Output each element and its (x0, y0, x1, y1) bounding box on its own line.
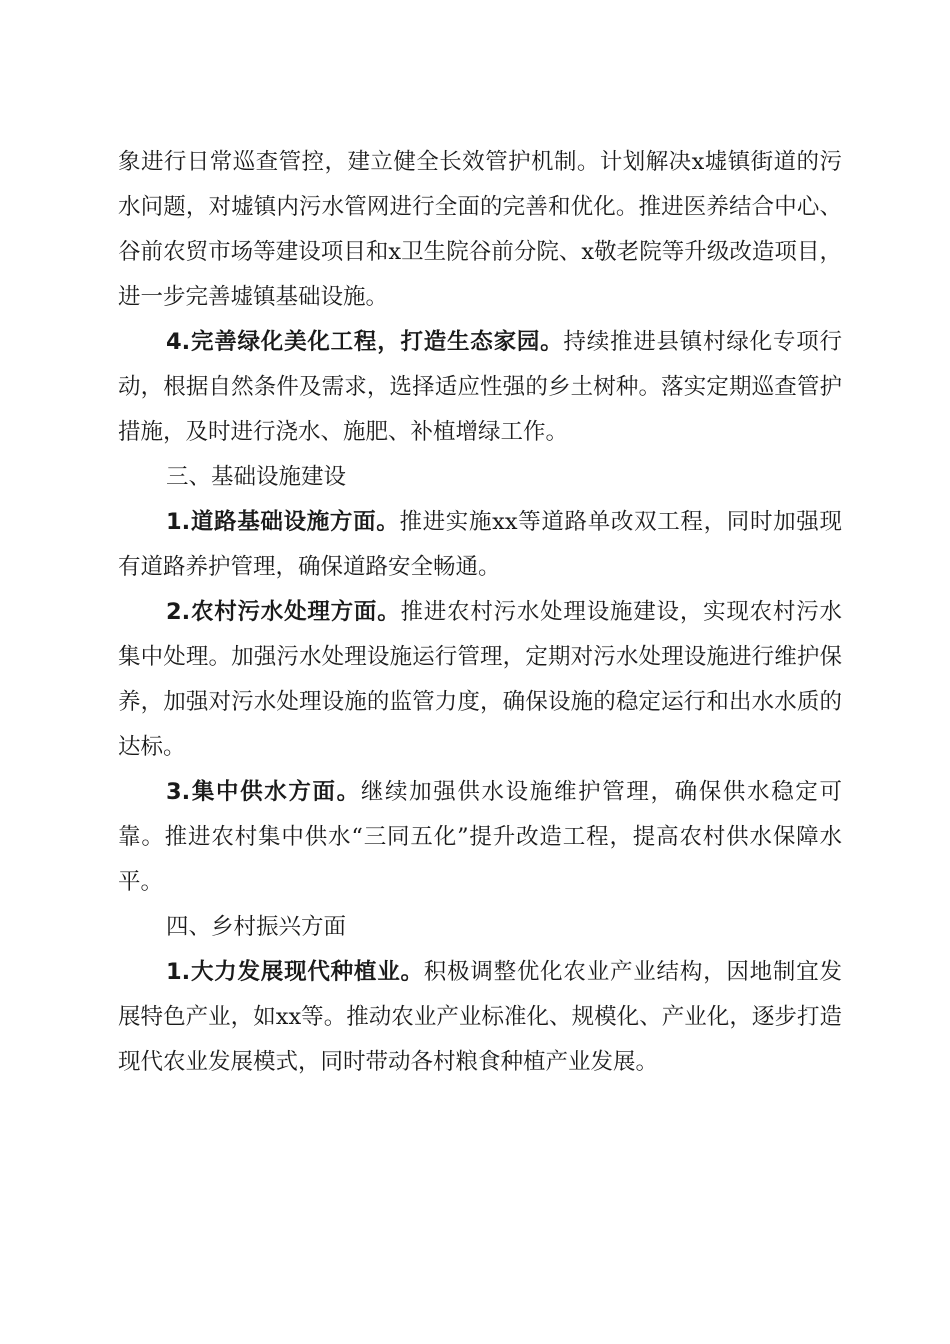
paragraph-greening (118, 320, 842, 455)
paragraph-lead: 1.大力发展现代种植业。 (166, 959, 424, 985)
paragraph-body: 积极调整优化农业产业结构，因地制宜发展特色产业，如xx等。推动农业产业标准化、规模化、产业化，逐步打造现代农业发展模式，同时带动各村粮食种植产业发展。 (118, 959, 842, 1075)
paragraph-sewage (118, 590, 842, 770)
paragraph-lead: 1.道路基础设施方面。 (166, 509, 400, 535)
section-heading-rural-revitalization: 四、乡村振兴方面 (166, 914, 347, 940)
paragraph-body: 持续推进县镇村绿化专项行动，根据自然条件及需求，选择适应性强的乡土树种。落实定期巡查管护措施，及时进行浇水、施肥、补植增绿工作。 (118, 329, 842, 445)
document-body (118, 140, 842, 1085)
paragraph-lead: 4.完善绿化美化工程，打造生态家园。 (166, 329, 564, 355)
paragraph-planting (118, 950, 842, 1085)
paragraph-water-supply (118, 770, 842, 905)
paragraph-body: 象进行日常巡查管控，建立健全长效管护机制。计划解决x墟镇街道的污水问题，对墟镇内污水管网进行全面的完善和优化。推进医养结合中心、谷前农贸市场等建设项目和x卫生院谷前分院、x敬老院等升级改造项目，进一步完善墟镇基础设施。 (118, 149, 842, 310)
paragraph-infrastructure-continued (118, 140, 842, 320)
paragraph-body: 继续加强供水设施维护管理，确保供水稳定可靠。推进农村集中供水“三同五化”提升改造工程，提高农村供水保障水平。 (118, 779, 842, 895)
paragraph-body: 推进实施xx等道路单改双工程，同时加强现有道路养护管理，确保道路安全畅通。 (118, 509, 842, 580)
paragraph-roads (118, 500, 842, 590)
paragraph-body: 推进农村污水处理设施建设，实现农村污水集中处理。加强污水处理设施运行管理，定期对污水处理设施进行维护保养，加强对污水处理设施的监管力度，确保设施的稳定运行和出水水质的达标。 (118, 599, 842, 760)
paragraph-lead: 3.集中供水方面。 (166, 779, 361, 805)
section-heading-infrastructure: 三、基础设施建设 (166, 464, 347, 490)
paragraph-lead: 2.农村污水处理方面。 (166, 599, 401, 625)
